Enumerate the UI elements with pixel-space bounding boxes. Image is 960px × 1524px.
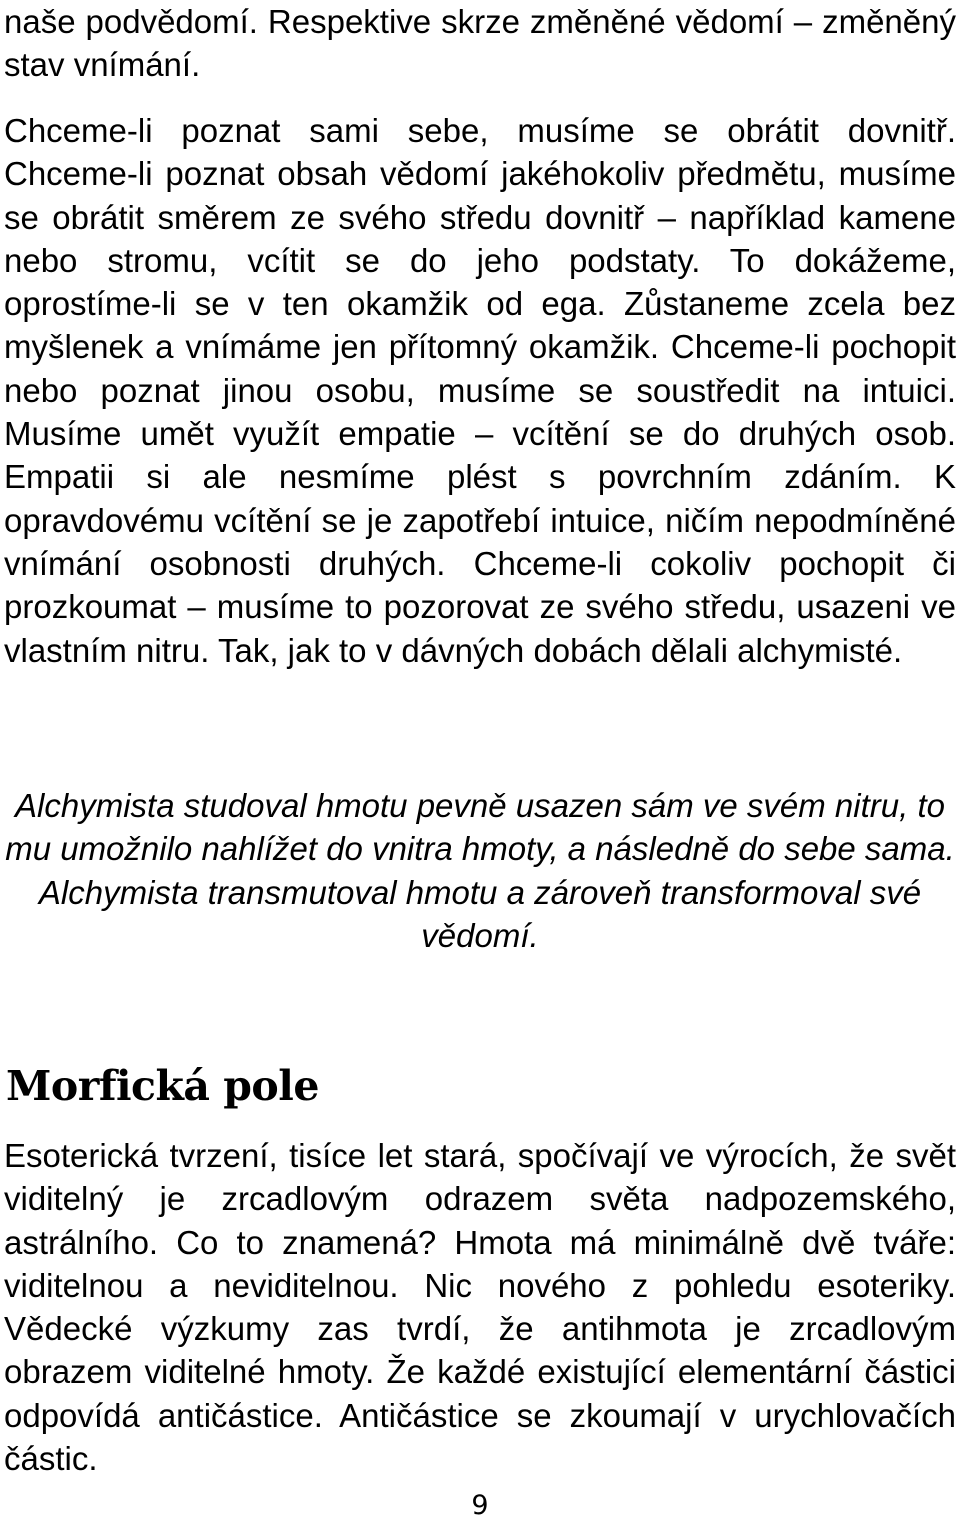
paragraph-self-knowledge: Chceme-li poznat sami sebe, musíme se obrátit dovnitř. Chceme-li poznat obsah vědomí jakéhokoliv předmětu, musíme se obrátit směrem ze svého středu dovnitř – například kamene nebo stromu, vcítit se do jeho podstaty. To dokážeme, oprostíme-li se v ten okamžik od ega. Zůstaneme zcela bez myšlenek a vnímáme jen přítomný okamžik. Chceme-li pochopit nebo poznat jinou osobu, musíme se soustředit na intuici. Musíme umět využít empatie – vcítění se do druhých osob. Empatii si ale nesmíme plést s povrchním zdáním. K opravdovému vcítění se je zapotřebí intuice, ničím nepodmíněné vnímání osobnosti druhých. Chceme-li cokoliv pochopit či prozkoumat – musíme to pozorovat ze svého středu, usazeni ve vlastním nitru. Tak, jak to v dávných dobách dělali alchymisté.: [4, 112, 956, 669]
paragraph-morphic-fields: Esoterická tvrzení, tisíce let stará, spočívají ve výrocích, že svět viditelný je zrcadlovým odrazem světa nadpozemského, astrálního. Co to znamená? Hmota má minimálně dvě tváře: viditelnou a neviditelnou. Nic nového z pohledu esoteriky. Vědecké výzkumy zas tvrdí, že antihmota je zrcadlovým obrazem viditelné hmoty. Že každé existující elementární částici odpovídá antičástice. Antičástice se zkoumají v urychlovačích částic.: [4, 1137, 956, 1478]
paragraph-intro: naše podvědomí. Respektive skrze změněné vědomí – změněný stav vnímání.: [4, 3, 956, 84]
alchemist-quote: Alchymista studoval hmotu pevně usazen sám ve svém nitru, to mu umožnilo nahlížet do vnitra hmoty, a následně do sebe sama. Alchymista transmutoval hmotu a zároveň transformoval své vědomí.: [5, 787, 955, 954]
page-number: 9: [471, 1490, 489, 1521]
section-heading: Morfická pole: [6, 1062, 319, 1110]
